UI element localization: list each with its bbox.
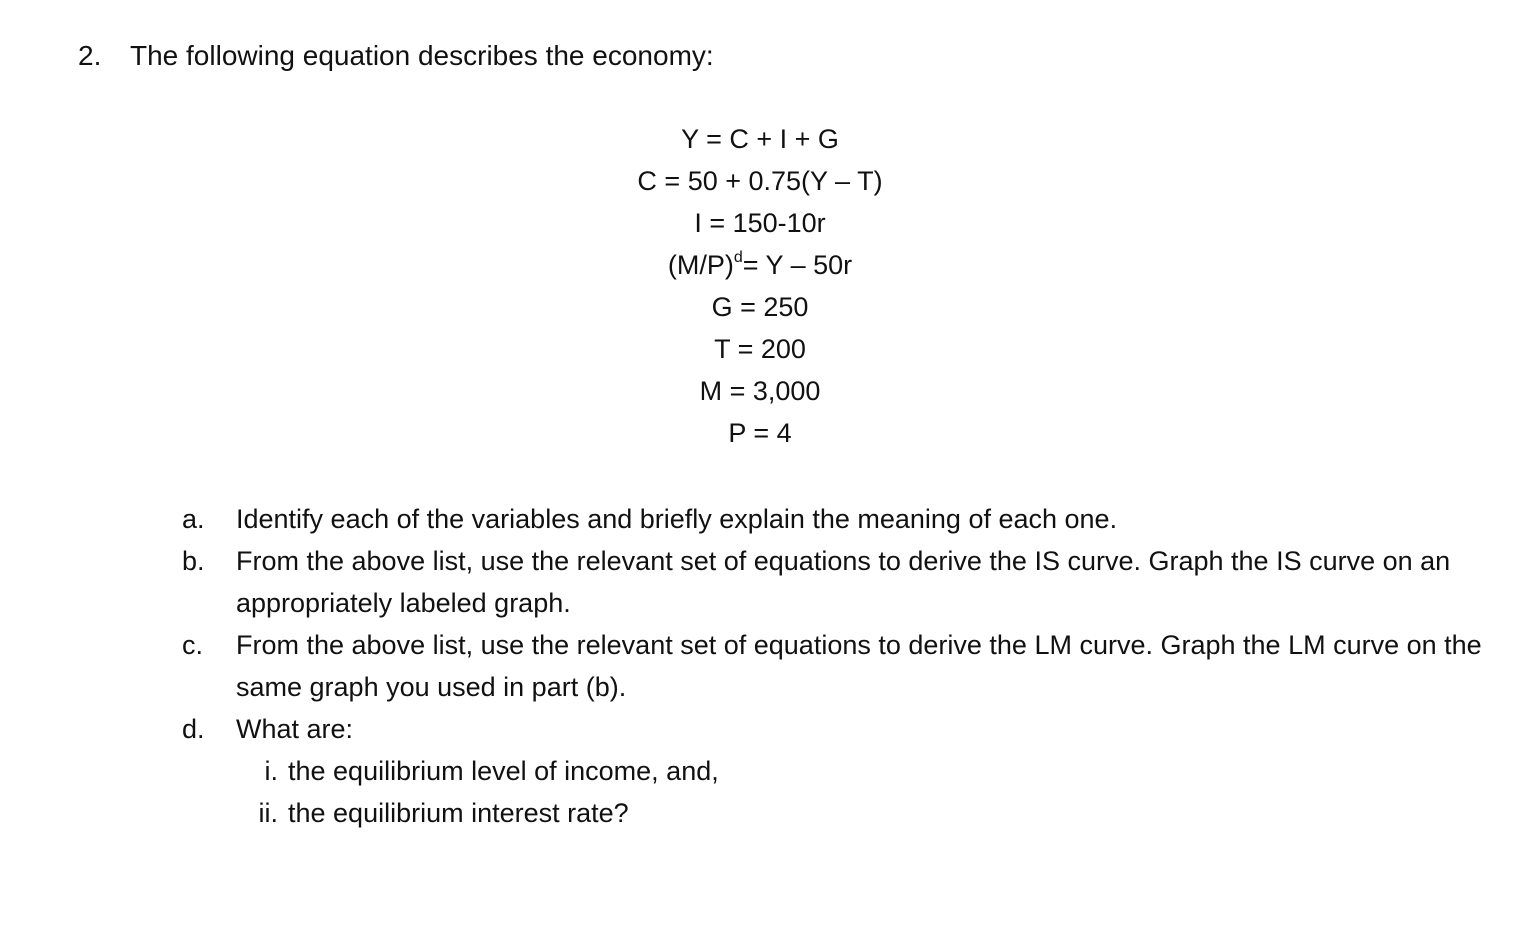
equation-price-level-text: P = 4 [728, 418, 792, 448]
equation-consumption-text: C = 50 + 0.75(Y – T) [637, 166, 883, 196]
equation-price-level [0, 412, 1520, 454]
part-d-marker: d. [182, 714, 205, 744]
equation-government [0, 286, 1520, 328]
equation-money-demand-superscript: d [733, 249, 743, 266]
part-a-text: Identify each of the variables and briefly explain the meaning of each one. [236, 504, 1118, 534]
question-header [78, 36, 714, 76]
part-d-subparts [238, 750, 1502, 834]
part-b-marker: b. [182, 546, 205, 576]
equation-output-text: Y = C + I + G [681, 124, 839, 154]
question-text: The following equation describes the economy: [130, 40, 714, 71]
part-c [182, 624, 1502, 708]
question-parts [182, 498, 1502, 834]
question-number: 2. [78, 40, 102, 71]
equation-taxes [0, 328, 1520, 370]
part-a-marker: a. [182, 504, 205, 534]
part-d [182, 708, 1502, 750]
equation-money-demand-rhs: = Y – 50r [742, 250, 853, 280]
equation-output [0, 118, 1520, 160]
equation-consumption [0, 160, 1520, 202]
part-d-text: What are: [236, 714, 354, 744]
subpart-i-text: the equilibrium level of income, and, [288, 756, 719, 786]
equation-government-text: G = 250 [711, 292, 809, 322]
equation-investment-text: I = 150-10r [694, 208, 826, 238]
equation-money-supply [0, 370, 1520, 412]
part-b [182, 540, 1502, 624]
subpart-ii-text: the equilibrium interest rate? [288, 798, 629, 828]
equation-money-demand-lhs: (M/P) [667, 250, 734, 280]
part-c-text: From the above list, use the relevant set of equations to derive the LM curve. Graph the LM curve on the same graph you used in part (b). [236, 630, 1482, 702]
subpart-i [238, 750, 1502, 792]
equation-taxes-text: T = 200 [714, 334, 806, 364]
equation-money-demand-wrapper [668, 244, 852, 286]
equation-investment [0, 202, 1520, 244]
subpart-ii-marker: ii. [258, 798, 278, 828]
part-c-marker: c. [182, 630, 204, 660]
subpart-ii [238, 792, 1502, 834]
equation-list [0, 118, 1520, 454]
part-b-text: From the above list, use the relevant set of equations to derive the IS curve. Graph the IS curve on an appropriately labeled graph. [236, 546, 1451, 618]
subpart-i-marker: i. [264, 756, 278, 786]
equation-money-supply-text: M = 3,000 [699, 376, 821, 406]
part-a [182, 498, 1502, 540]
equation-money-demand [0, 244, 1520, 286]
